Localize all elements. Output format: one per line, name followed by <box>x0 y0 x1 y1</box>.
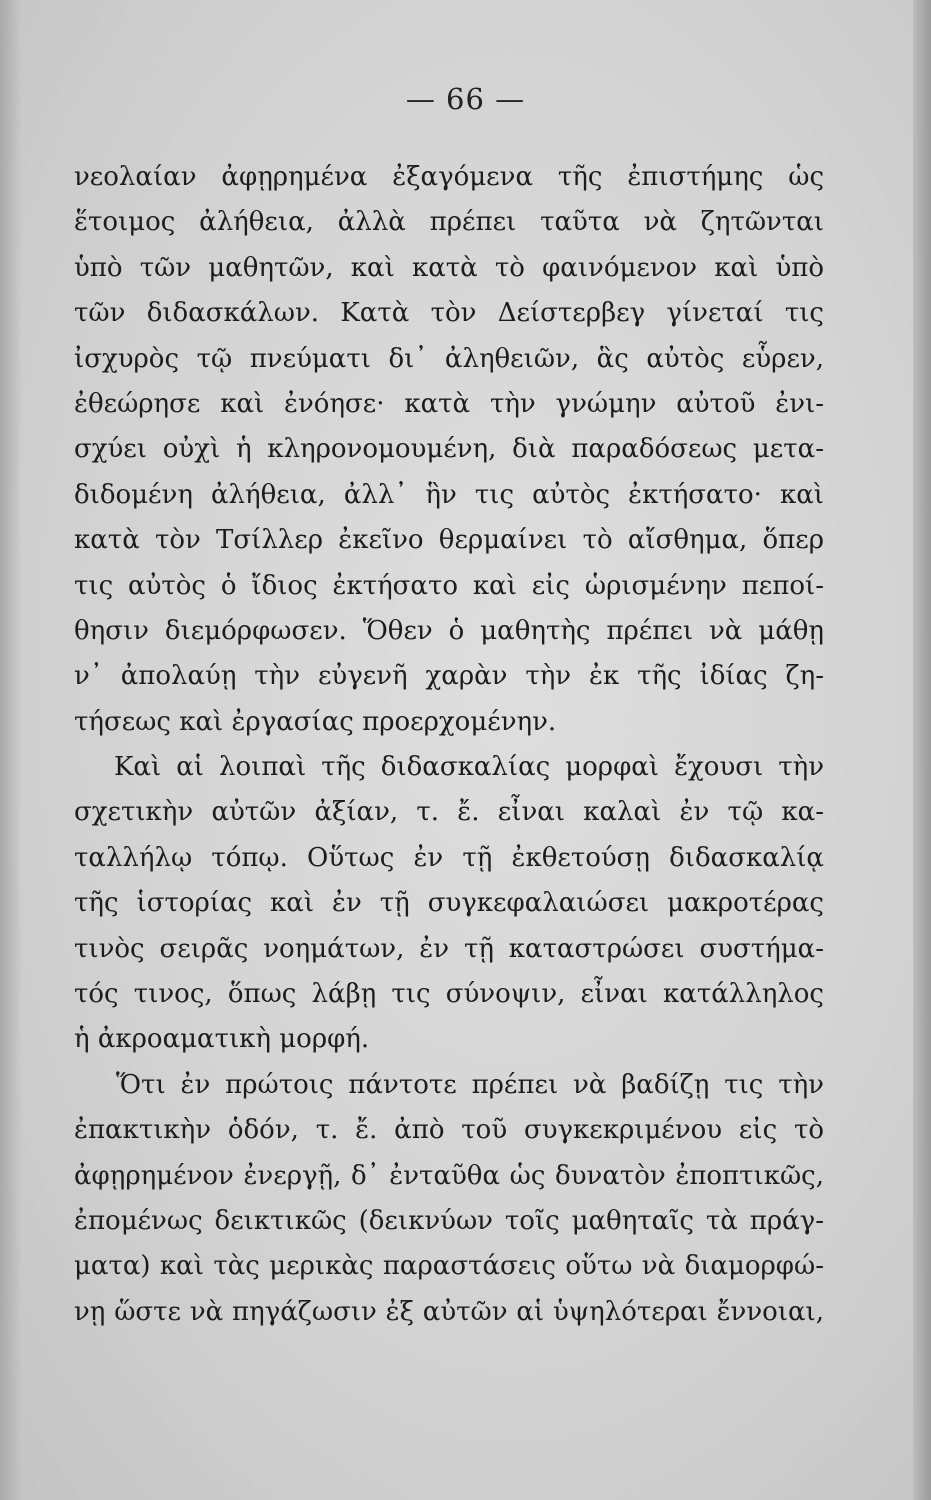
text-line: τός τινος, ὅπως λάβῃ τις σύνοψιν, εἶναι κατάλληλος <box>74 979 824 1010</box>
text-line: ἕτοιμος ἀλήθεια, ἀλλὰ πρέπει ταῦτα νὰ ζητῶνται <box>74 207 824 238</box>
text-line: ἐπομένως δεικτικῶς (δεικνύων τοῖς μαθηταῖς τὰ πράγ- <box>74 1205 824 1236</box>
text-line: σχετικὴν αὐτῶν ἀξίαν, τ. ἔ. εἶναι καλαὶ ἐν τῷ κα- <box>74 797 824 828</box>
paragraph-start-line: Ὅτι ἐν πρώτοις πάντοτε πρέπει νὰ βαδίζῃ τις τὴν <box>116 1069 824 1100</box>
page-edge <box>913 0 931 1500</box>
text-line: σχύει οὐχὶ ἡ κληρονομουμένη, διὰ παραδόσεως μετα- <box>74 434 824 465</box>
paragraph-start-line: Καὶ αἱ λοιπαὶ τῆς διδασκαλίας μορφαὶ ἔχουσι τὴν <box>114 752 824 783</box>
text-line: θησιν διεμόρφωσεν. Ὅθεν ὁ μαθητὴς πρέπει νὰ μάθῃ <box>74 615 824 646</box>
text-line: ταλλήλῳ τόπῳ. Οὕτως ἐν τῇ ἐκθετούσῃ διδασκαλίᾳ <box>74 842 824 873</box>
text-line: ἐθεώρησε καὶ ἐνόησε· κατὰ τὴν γνώμην αὐτοῦ ἐνι- <box>74 388 824 419</box>
text-line: τῆς ἱστορίας καὶ ἐν τῇ συγκεφαλαιώσει μακροτέρας <box>74 888 824 919</box>
body-text <box>74 155 824 1335</box>
text-line: ἰσχυρὸς τῷ πνεύματι δι᾽ ἀληθειῶν, ἃς αὐτὸς εὗρεν, <box>74 343 824 374</box>
text-line: τις αὐτὸς ὁ ἴδιος ἐκτήσατο καὶ εἰς ὡρισμένην πεποί- <box>74 570 824 601</box>
text-line: κατὰ τὸν Τσίλλερ ἐκεῖνο θερμαίνει τὸ αἴσθημα, ὅπερ <box>74 525 824 556</box>
text-line: ἐπακτικὴν ὁδόν, τ. ἔ. ἀπὸ τοῦ συγκεκριμένου εἰς τὸ <box>74 1115 824 1146</box>
text-line: ν᾽ ἀπολαύῃ τὴν εὐγενῆ χαρὰν τὴν ἐκ τῆς ἰδίας ζη- <box>74 661 824 692</box>
text-line: τῶν διδασκάλων. Κατὰ τὸν Δείστερβεγ γίνεταί τις <box>74 298 824 329</box>
text-line: ἀφῃρημένον ἐνεργῇ, δ᾽ ἐνταῦθα ὡς δυνατὸν ἐποπτικῶς, <box>74 1160 824 1191</box>
paragraph-end-line: τήσεως καὶ ἐργασίας προερχομένην. <box>74 706 557 737</box>
page-gutter-shadow <box>0 0 22 1500</box>
text-line: διδομένη ἀλήθεια, ἀλλ᾽ ἣν τις αὐτὸς ἐκτήσατο· καὶ <box>74 479 824 510</box>
text-line: νεολαίαν ἀφῃρημένα ἐξαγόμενα τῆς ἐπιστήμης ὡς <box>74 162 824 192</box>
text-line: ὑπὸ τῶν μαθητῶν, καὶ κατὰ τὸ φαινόμενον καὶ ὑπὸ <box>74 252 824 283</box>
text-line: τινὸς σειρᾶς νοημάτων, ἐν τῇ καταστρώσει συστήμα- <box>74 933 824 964</box>
paragraph-end-line: ἡ ἀκροαματικὴ μορφή. <box>74 1024 370 1055</box>
text-line: ματα) καὶ τὰς μερικὰς παραστάσεις οὕτω νὰ διαμορφώ- <box>74 1251 824 1282</box>
text-line: νῃ ὥστε νὰ πηγάζωσιν ἐξ αὐτῶν αἱ ὑψηλότεραι ἔννοιαι, <box>74 1296 824 1327</box>
page-number: — 66 — <box>405 82 526 116</box>
